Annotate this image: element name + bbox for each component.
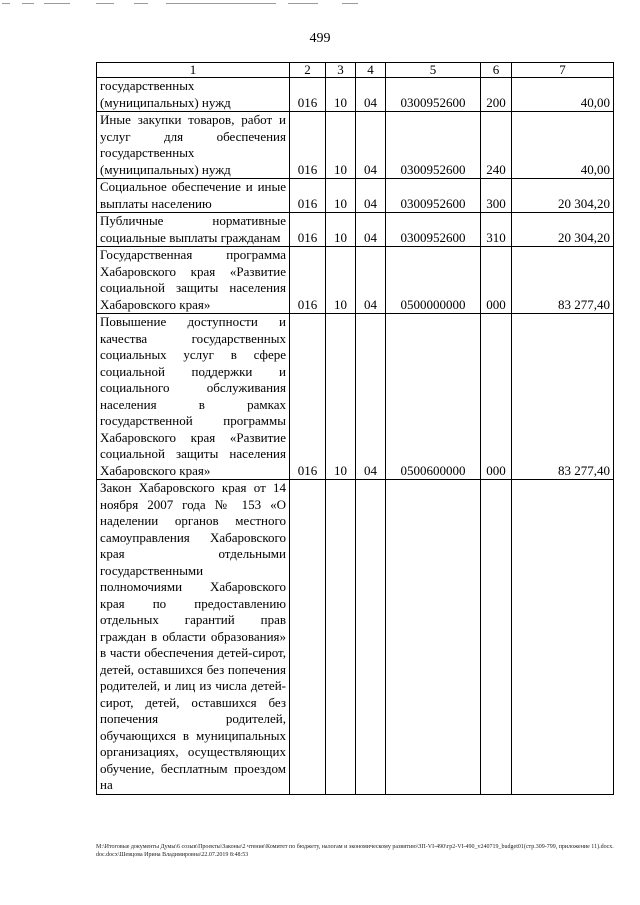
admin-code-cell: 016 bbox=[290, 213, 326, 247]
amount-cell: 20 304,20 bbox=[512, 213, 614, 247]
section-cell: 10 bbox=[326, 78, 356, 112]
column-header-6: 6 bbox=[481, 63, 512, 78]
admin-code-cell: 016 bbox=[290, 112, 326, 179]
admin-code-cell: 016 bbox=[290, 179, 326, 213]
column-header-5: 5 bbox=[386, 63, 481, 78]
expense-type-cell: 000 bbox=[481, 314, 512, 480]
target-article-cell: 0500000000 bbox=[386, 247, 481, 314]
column-header-2: 2 bbox=[290, 63, 326, 78]
expense-type-cell bbox=[481, 480, 512, 795]
section-cell: 10 bbox=[326, 314, 356, 480]
file-path-footer: M:\Итоговые документы Думы\6 созыв\Проекты\Законы\2 чтение\Комитет по бюджету, налогам и экономическому развитию\ЗП-VI-490\гр2-VI-490_v240719_budget01(стр.309-799, приложение 11).docx.doc.docx\Шевцова Ирина Владимировна\22.07.2019 8:48:53 bbox=[96, 844, 614, 858]
amount-cell: 40,00 bbox=[512, 112, 614, 179]
section-cell: 10 bbox=[326, 112, 356, 179]
amount-cell: 83 277,40 bbox=[512, 247, 614, 314]
table-row bbox=[97, 247, 614, 314]
subsection-cell: 04 bbox=[356, 314, 386, 480]
expense-type-cell: 000 bbox=[481, 247, 512, 314]
expense-type-cell: 200 bbox=[481, 78, 512, 112]
subsection-cell: 04 bbox=[356, 247, 386, 314]
target-article-cell: 0300952600 bbox=[386, 179, 481, 213]
column-header-4: 4 bbox=[356, 63, 386, 78]
column-header-3: 3 bbox=[326, 63, 356, 78]
admin-code-cell: 016 bbox=[290, 247, 326, 314]
page-number: 499 bbox=[309, 31, 331, 46]
subsection-cell: 04 bbox=[356, 179, 386, 213]
description-cell: Закон Хабаровского края от 14 ноября 2007 года № 153 «О наделении органов местного самоуправления Хабаровского края отдельными государственными полномочиями Хабаровского края по предоставлению отдельных гарантий прав граждан в области образования» в части обеспечения детей-сирот, детей, оставшихся без попечения родителей, и лиц из числа детей-сирот, детей, оставшихся без попечения родителей, обучающихся в муниципальных организациях, осуществляющих обучение, бесплатным проездом на bbox=[97, 480, 290, 795]
description-cell: Государственная программа Хабаровского края «Развитие социальной защиты населения Хабаровского края» bbox=[97, 247, 290, 314]
section-cell: 10 bbox=[326, 213, 356, 247]
amount-cell: 20 304,20 bbox=[512, 179, 614, 213]
table-row bbox=[97, 179, 614, 213]
admin-code-cell bbox=[290, 480, 326, 795]
subsection-cell: 04 bbox=[356, 112, 386, 179]
column-header-1: 1 bbox=[97, 63, 290, 78]
amount-cell: 40,00 bbox=[512, 78, 614, 112]
scan-artifact-top bbox=[0, 0, 640, 10]
target-article-cell: 0300952600 bbox=[386, 213, 481, 247]
target-article-cell: 0300952600 bbox=[386, 112, 481, 179]
description-cell: государственных (муниципальных) нужд bbox=[97, 78, 290, 112]
amount-cell bbox=[512, 480, 614, 795]
column-header-7: 7 bbox=[512, 63, 614, 78]
table-row bbox=[97, 213, 614, 247]
target-article-cell bbox=[386, 480, 481, 795]
description-cell: Иные закупки товаров, работ и услуг для обеспечения государственных (муниципальных) нужд bbox=[97, 112, 290, 179]
section-cell: 10 bbox=[326, 247, 356, 314]
table-row bbox=[97, 112, 614, 179]
subsection-cell: 04 bbox=[356, 213, 386, 247]
table-body bbox=[97, 78, 614, 795]
table-row bbox=[97, 78, 614, 112]
budget-table bbox=[96, 62, 614, 795]
expense-type-cell: 240 bbox=[481, 112, 512, 179]
subsection-cell: 04 bbox=[356, 78, 386, 112]
expense-type-cell: 310 bbox=[481, 213, 512, 247]
description-cell: Социальное обеспечение и иные выплаты населению bbox=[97, 179, 290, 213]
section-cell bbox=[326, 480, 356, 795]
amount-cell: 83 277,40 bbox=[512, 314, 614, 480]
description-cell: Повышение доступности и качества государственных социальных услуг в сфере социальной поддержки и социального обслуживания населения в рамках государственной программы Хабаровского края «Развитие социальной защиты населения Хабаровского края» bbox=[97, 314, 290, 480]
admin-code-cell: 016 bbox=[290, 78, 326, 112]
target-article-cell: 0500600000 bbox=[386, 314, 481, 480]
target-article-cell: 0300952600 bbox=[386, 78, 481, 112]
subsection-cell bbox=[356, 480, 386, 795]
table-header-row bbox=[97, 63, 614, 78]
expense-type-cell: 300 bbox=[481, 179, 512, 213]
admin-code-cell: 016 bbox=[290, 314, 326, 480]
table-row bbox=[97, 480, 614, 795]
section-cell: 10 bbox=[326, 179, 356, 213]
description-cell: Публичные нормативные социальные выплаты гражданам bbox=[97, 213, 290, 247]
table-row bbox=[97, 314, 614, 480]
